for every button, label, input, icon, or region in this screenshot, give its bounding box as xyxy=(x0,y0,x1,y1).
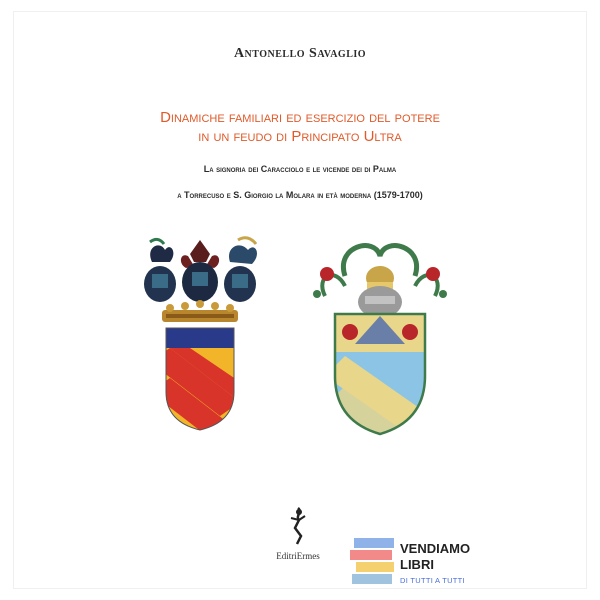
crest-left xyxy=(144,238,257,302)
subtitle-line-2: a Torrecuso e S. Giorgio la Molara in età moderna (1579-1700) xyxy=(177,190,423,200)
badge-line-2: LIBRI xyxy=(400,557,434,572)
title-line-1: Dinamiche familiari ed esercizio del potere xyxy=(160,109,440,126)
dancer-icon xyxy=(283,506,313,546)
coat-of-arms-right xyxy=(305,236,455,436)
crest-right xyxy=(313,246,447,318)
badge-line-1: VENDIAMO xyxy=(400,541,471,556)
subtitle-line-1: La signoria dei Caracciolo e le vicende dei di Palma xyxy=(203,164,397,174)
book-title xyxy=(54,108,546,146)
book-cover xyxy=(14,12,586,588)
title-line-2: in un feudo di Principato Ultra xyxy=(198,128,402,145)
shield-left xyxy=(150,328,250,432)
publisher-logo xyxy=(268,506,328,561)
books-stack-icon xyxy=(350,532,398,588)
publisher-name: EditriErmes xyxy=(276,551,320,561)
author-name: Antonello Savaglio xyxy=(233,46,367,61)
badge-line-3: DI TUTTI A TUTTI xyxy=(400,576,465,585)
vendiamo-libri-badge[interactable] xyxy=(350,528,490,588)
crown-icon xyxy=(162,300,238,322)
coat-of-arms-left xyxy=(130,232,270,432)
